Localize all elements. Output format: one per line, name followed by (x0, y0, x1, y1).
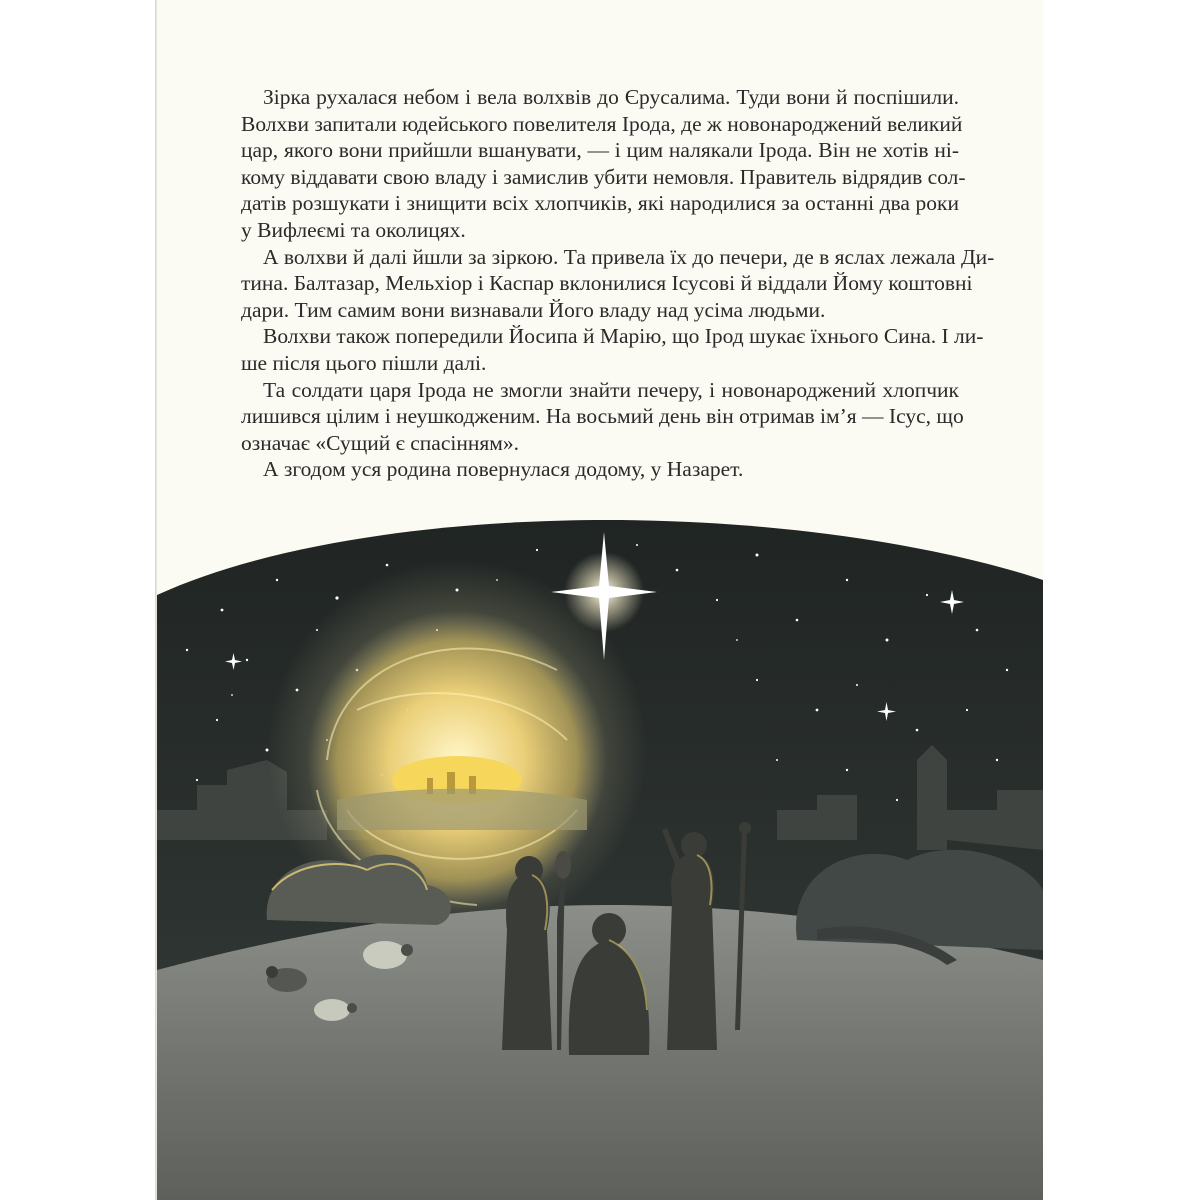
paragraph-2 (241, 244, 995, 324)
paragraph-5 (241, 456, 959, 483)
paragraph-1 (241, 84, 966, 244)
nativity-illustration (157, 510, 1043, 1200)
paragraph-4 (241, 377, 964, 457)
text-line: А волхви й далі йшли за зіркою. Та привела їх до печери, де в яслах лежала Ди- (263, 244, 995, 269)
text-line: цар, якого вони прийшли вшанувати, — і цим налякали Ірода. Він не хотів ні- (241, 138, 959, 163)
text-line: А згодом уся родина повернулася додому, у Назарет. (263, 457, 744, 482)
text-line: тина. Балтазар, Мельхіор і Каспар вклонилися Ісусові й віддали Йому коштовні (241, 271, 973, 296)
text-line: Волхви запитали юдейського повелителя Ірода, де ж новонароджений великий (241, 111, 963, 136)
paragraph-3 (241, 323, 984, 376)
text-line: у Вифлеємі та околицях. (241, 217, 466, 242)
text-line: ше після цього пішли далі. (241, 350, 487, 375)
text-line: датів розшукати і знищити всіх хлопчиків, які народилися за останні два роки (241, 191, 959, 216)
book-page (157, 0, 1043, 1200)
text-line: означає «Сущий є спасінням». (241, 430, 519, 455)
nativity-night-scene-icon (157, 510, 1043, 1200)
stable-ground (337, 789, 587, 830)
text-line: Та солдати царя Ірода не змогли знайти печеру, і новонароджений хлопчик (263, 377, 959, 402)
text-line: кому віддавати свою владу і замислив убити немовля. Правитель відрядив сол- (241, 164, 966, 189)
text-line: Зірка рухалася небом і вела волхвів до Єрусалима. Туди вони й поспішили. (263, 85, 959, 109)
text-line: дари. Тим самим вони визнавали Його владу над усіма людьми. (241, 297, 826, 322)
story-text (241, 84, 995, 483)
text-line: Волхви також попередили Йосипа й Марію, що Ірод шукає їхнього Сина. І ли- (263, 324, 984, 349)
text-line: лишився цілим і неушкодженим. На восьмий день він отримав ім’я — Ісус, що (241, 404, 964, 429)
